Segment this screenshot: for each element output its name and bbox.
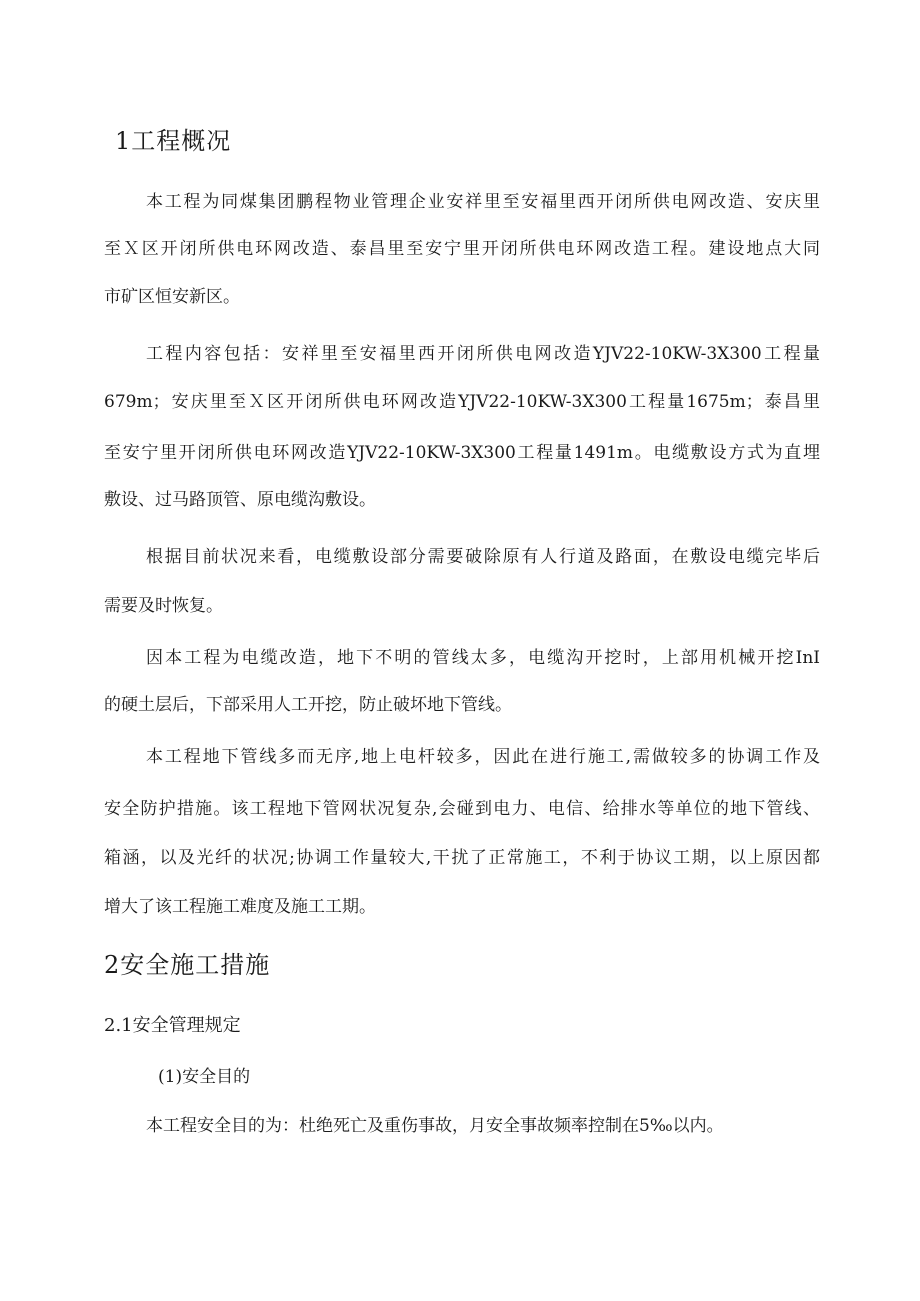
section-2-1-heading: 2.1安全管理规定 bbox=[104, 1015, 241, 1036]
paragraph-line: 本工程为同煤集团鹏程物业管理企业安祥里至安福里西开闭所供电网改造、安庆里 bbox=[146, 192, 820, 212]
paragraph-line: 安全防护措施。该工程地下管网状况复杂,会碰到电力、电信、给排水等单位的地下管线、 bbox=[104, 799, 820, 819]
paragraph-line: 因本工程为电缆改造，地下不明的管线太多，电缆沟开挖时，上部用机械开挖InI bbox=[146, 648, 820, 668]
paragraph-line: 至安宁里开闭所供电环网改造YJV22-10KW-3X300工程量1491m。电缆敷设方式为直埋 bbox=[104, 443, 820, 463]
paragraph-line: 敷设、过马路顶管、原电缆沟敷设。 bbox=[104, 490, 376, 510]
paragraph-line: 工程内容包括：安祥里至安福里西开闭所供电网改造YJV22-10KW-3X300工程量 bbox=[146, 344, 820, 364]
paragraph-line: 根据目前状况来看，电缆敷设部分需要破除原有人行道及路面，在敷设电缆完毕后 bbox=[146, 547, 820, 567]
paragraph-safety-goal: 本工程安全目的为：杜绝死亡及重伤事故，月安全事故频率控制在5‰以内。 bbox=[146, 1116, 724, 1136]
paragraph-line: 市矿区恒安新区。 bbox=[104, 287, 240, 307]
paragraph-line: 至Ｘ区开闭所供电环网改造、泰昌里至安宁里开闭所供电环网改造工程。建设地点大同 bbox=[104, 239, 820, 259]
section-1-heading: 1工程概况 bbox=[115, 127, 232, 155]
list-item-heading: (1)安全目的 bbox=[158, 1067, 251, 1087]
paragraph-line: 本工程地下管线多而无序,地上电杆较多，因此在进行施工,需做较多的协调工作及 bbox=[146, 747, 820, 767]
paragraph-line: 箱涵，以及光纤的状况;协调工作量较大,干扰了正常施工，不利于协议工期，以上原因都 bbox=[104, 848, 820, 868]
paragraph-line: 679m；安庆里至Ｘ区开闭所供电环网改造YJV22-10KW-3X300工程量1675m；泰昌里 bbox=[104, 392, 820, 412]
section-2-heading: 2安全施工措施 bbox=[104, 951, 271, 979]
paragraph-line: 需要及时恢复。 bbox=[104, 596, 223, 616]
paragraph-line: 增大了该工程施工难度及施工工期。 bbox=[104, 897, 376, 917]
paragraph-line: 的硬土层后，下部采用人工开挖，防止破坏地下管线。 bbox=[104, 695, 512, 715]
